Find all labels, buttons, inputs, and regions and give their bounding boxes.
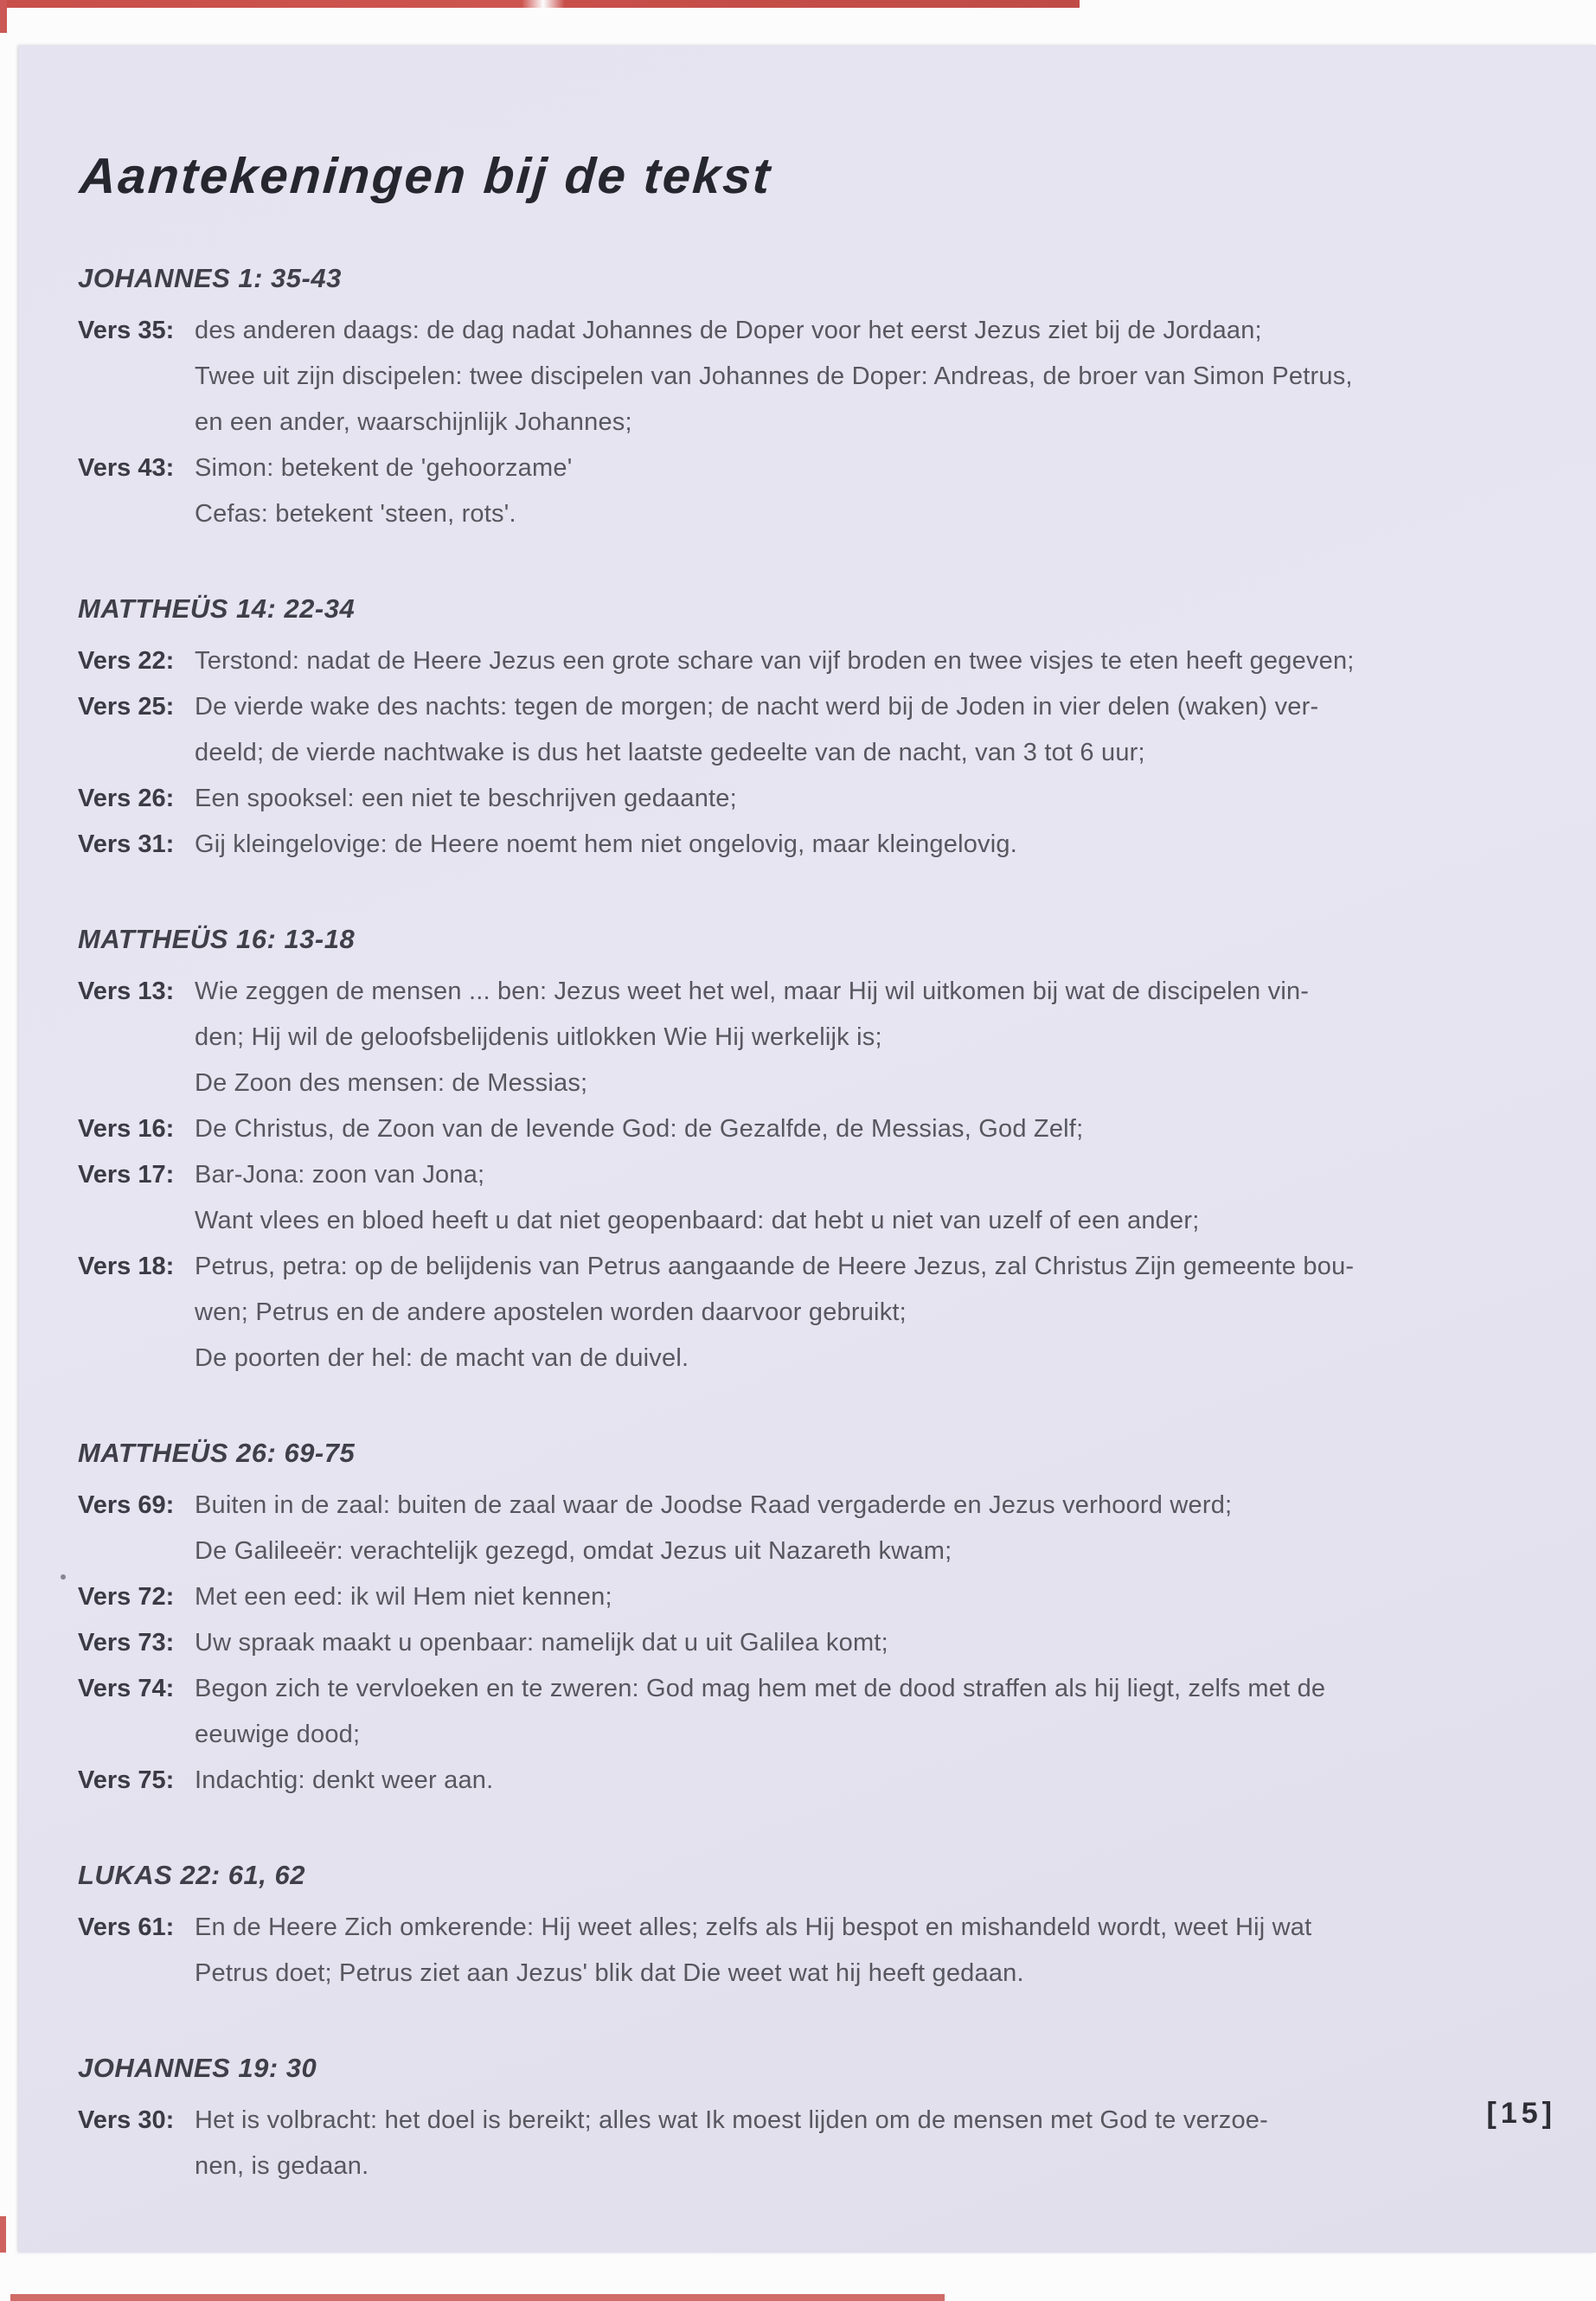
verse-entry <box>78 1483 1560 1574</box>
verse-text <box>195 684 1560 776</box>
verse-label: Vers 13: <box>78 977 175 1005</box>
scripture-section <box>78 1430 1560 1804</box>
entry-line: den; Hij wil de geloofsbelijdenis uitlokken Wie Hij werkelijk is; <box>195 1023 882 1051</box>
entry-line: De vierde wake des nachts: tegen de morgen; de nacht werd bij de Joden in vier delen (waken) ver- <box>195 693 1319 721</box>
entry-line: Begon zich te vervloeken en te zweren: God mag hem met de dood straffen als hij liegt, zelfs met de <box>195 1675 1326 1702</box>
section-heading: MATTHEÜS 26: 69-75 <box>78 1438 356 1468</box>
verse-label: Vers 69: <box>78 1491 175 1519</box>
entry-line: Het is volbracht: het doel is bereikt; alles wat Ik moest lijden om de mensen met God te verzoe- <box>195 2106 1268 2134</box>
verse-text <box>195 1620 1560 1666</box>
verse-text <box>195 308 1560 445</box>
verse-entry <box>78 969 1560 1106</box>
verse-entry <box>78 684 1560 776</box>
verse-label: Vers 31: <box>78 830 175 858</box>
verse-entry <box>78 822 1560 868</box>
verse-entry <box>78 1905 1560 1997</box>
entry-line: Petrus doet; Petrus ziet aan Jezus' blik dat Die weet wat hij heeft gedaan. <box>195 1959 1024 1987</box>
entry-line: eeuwige dood; <box>195 1721 361 1748</box>
scripture-section <box>78 586 1560 868</box>
entry-line: deeld; de vierde nachtwake is dus het laatste gedeelte van de nacht, van 3 tot 6 uur; <box>195 739 1145 766</box>
entry-line: Want vlees en bloed heeft u dat niet geopenbaard: dat hebt u niet van uzelf of een ander; <box>195 1207 1200 1234</box>
verse-text <box>195 445 1560 537</box>
verse-entry <box>78 1152 1560 1244</box>
section-heading: JOHANNES 1: 35-43 <box>78 263 342 293</box>
page-title: Aantekeningen bij de tekst <box>78 148 774 204</box>
section-entries <box>78 969 1560 1381</box>
verse-text <box>195 1574 1560 1620</box>
entry-line: De Galileeër: verachtelijk gezegd, omdat Jezus uit Nazareth kwam; <box>195 1537 952 1565</box>
scripture-section <box>78 1852 1560 1997</box>
entry-line: en een ander, waarschijnlijk Johannes; <box>195 408 632 436</box>
verse-text <box>195 969 1560 1106</box>
verse-text <box>195 776 1560 822</box>
verse-text <box>195 822 1560 868</box>
entry-line: De poorten der hel: de macht van de duivel. <box>195 1344 689 1372</box>
entry-line: Cefas: betekent 'steen, rots'. <box>195 500 516 528</box>
verse-text <box>195 1483 1560 1574</box>
entry-line: Uw spraak maakt u openbaar: namelijk dat u uit Galilea komt; <box>195 1629 888 1657</box>
section-entries <box>78 308 1560 537</box>
section-entries <box>78 2098 1560 2189</box>
entry-line: Terstond: nadat de Heere Jezus een grote schare van vijf broden en twee visjes te eten heeft gegeven; <box>195 647 1355 675</box>
entry-line: Bar-Jona: zoon van Jona; <box>195 1161 485 1189</box>
scripture-section <box>78 255 1560 537</box>
scan-artifact-top-red-strip <box>7 0 1080 8</box>
entry-line: Buiten in de zaal: buiten de zaal waar de Joodse Raad vergaderde en Jezus verhoord werd; <box>195 1491 1233 1519</box>
entry-line: des anderen daags: de dag nadat Johannes de Doper voor het eerst Jezus ziet bij de Jordaan; <box>195 317 1262 344</box>
scan-artifact-bottomleft-red-sliver <box>0 2216 6 2253</box>
section-heading: JOHANNES 19: 30 <box>78 2053 317 2083</box>
entry-line: Gij kleingelovige: de Heere noemt hem niet ongelovig, maar kleingelovig. <box>195 830 1017 858</box>
verse-entry <box>78 308 1560 445</box>
verse-label: Vers 26: <box>78 785 175 812</box>
entry-line: Petrus, petra: op de belijdenis van Petrus aangaande de Heere Jezus, zal Christus Zijn gemeente bou- <box>195 1253 1355 1280</box>
page-number: [15] <box>1486 2097 1556 2130</box>
verse-entry <box>78 1574 1560 1620</box>
verse-label: Vers 35: <box>78 317 175 344</box>
entry-line: Een spooksel: een niet te beschrijven gedaante; <box>195 785 737 812</box>
verse-entry <box>78 776 1560 822</box>
notes-sections <box>78 255 1560 2189</box>
verse-label: Vers 22: <box>78 647 175 675</box>
verse-label: Vers 17: <box>78 1161 175 1189</box>
scripture-section <box>78 916 1560 1381</box>
section-entries <box>78 1905 1560 1997</box>
verse-text <box>195 1152 1560 1244</box>
verse-text <box>195 638 1560 684</box>
verse-text <box>195 1905 1560 1997</box>
scan-artifact-bottom-red-strip <box>10 2294 945 2301</box>
verse-label: Vers 73: <box>78 1629 175 1657</box>
entry-line: De Christus, de Zoon van de levende God: de Gezalfde, de Messias, God Zelf; <box>195 1115 1084 1143</box>
verse-entry <box>78 1758 1560 1804</box>
verse-label: Vers 18: <box>78 1253 175 1280</box>
verse-label: Vers 43: <box>78 454 175 482</box>
verse-text <box>195 1244 1560 1381</box>
verse-text <box>195 1666 1560 1758</box>
verse-entry <box>78 1666 1560 1758</box>
verse-entry <box>78 1106 1560 1152</box>
section-heading: MATTHEÜS 16: 13-18 <box>78 924 356 954</box>
verse-text <box>195 2098 1560 2189</box>
entry-line: Twee uit zijn discipelen: twee discipelen van Johannes de Doper: Andreas, de broer van Simon Petrus, <box>195 362 1353 390</box>
entry-line: wen; Petrus en de andere apostelen worden daarvoor gebruikt; <box>195 1298 907 1326</box>
scripture-section <box>78 2045 1560 2189</box>
entry-line: En de Heere Zich omkerende: Hij weet alles; zelfs als Hij bespot en mishandeld wordt, weet Hij wat <box>195 1913 1312 1941</box>
verse-label: Vers 75: <box>78 1766 175 1794</box>
entry-line: De Zoon des mensen: de Messias; <box>195 1069 588 1097</box>
verse-label: Vers 30: <box>78 2106 175 2134</box>
verse-entry <box>78 1244 1560 1381</box>
section-entries <box>78 638 1560 868</box>
verse-text <box>195 1106 1560 1152</box>
entry-line: Wie zeggen de mensen ... ben: Jezus weet het wel, maar Hij wil uitkomen bij wat de discipelen vin- <box>195 977 1310 1005</box>
section-heading: LUKAS 22: 61, 62 <box>78 1860 305 1890</box>
verse-entry <box>78 638 1560 684</box>
verse-entry <box>78 445 1560 537</box>
book-page <box>19 45 1596 2253</box>
verse-text <box>195 1758 1560 1804</box>
verse-label: Vers 25: <box>78 693 175 721</box>
section-entries <box>78 1483 1560 1804</box>
page-content <box>19 147 1596 2189</box>
verse-label: Vers 16: <box>78 1115 175 1143</box>
verse-entry <box>78 2098 1560 2189</box>
entry-line: nen, is gedaan. <box>195 2152 369 2180</box>
verse-entry <box>78 1620 1560 1666</box>
entry-line: Indachtig: denkt weer aan. <box>195 1766 494 1794</box>
verse-label: Vers 61: <box>78 1913 175 1941</box>
section-heading: MATTHEÜS 14: 22-34 <box>78 593 356 624</box>
scan-artifact-left-red-sliver <box>0 0 7 33</box>
entry-line: Simon: betekent de 'gehoorzame' <box>195 454 573 482</box>
verse-label: Vers 74: <box>78 1675 175 1702</box>
entry-line: Met een eed: ik wil Hem niet kennen; <box>195 1583 612 1611</box>
verse-label: Vers 72: <box>78 1583 175 1611</box>
